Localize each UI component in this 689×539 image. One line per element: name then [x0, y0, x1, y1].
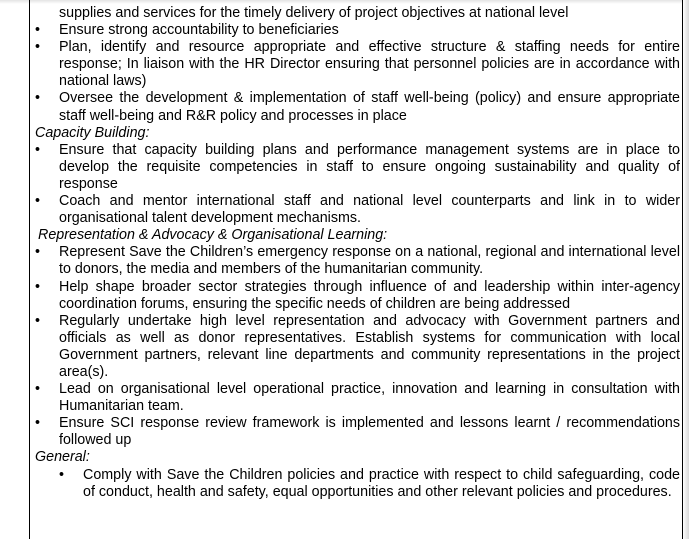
- list-item: [35, 142, 680, 193]
- list-item-text: Ensure that capacity building plans and performance management systems are in place to develop the requisite competencies in staff to ensure ongoing sustainability and quality of response: [59, 141, 680, 192]
- list-item-text: Ensure strong accountability to beneficiaries: [59, 22, 339, 39]
- bullet-icon: •: [35, 244, 41, 261]
- bullet-icon: •: [35, 22, 41, 39]
- responsibilities-content: [35, 5, 680, 501]
- table-border-left: [29, 0, 30, 539]
- continuation-text: supplies and services for the timely delivery of project objectives at national level: [59, 5, 569, 21]
- bullet-icon: •: [35, 90, 41, 107]
- list-item-text: Plan, identify and resource appropriate and effective structure & staffing needs for entire response; In liaison with the HR Director ensuring that personnel policies are in accordance with national laws): [59, 39, 680, 90]
- list-item: [35, 415, 680, 449]
- list-item-text: Lead on organisational level operational practice, innovation and learning in consultation with Humanitarian team.: [59, 381, 680, 415]
- top-shadow: [0, 0, 689, 4]
- list-item-text: Help shape broader sector strategies through influence of and leadership within inter-agency coordination forums, ensuring the specific needs of children are being addressed: [59, 278, 680, 312]
- bullet-icon: •: [35, 39, 41, 56]
- section-heading-general: General:: [35, 449, 90, 466]
- section-heading-representation: Representation & Advocacy & Organisational Learning:: [38, 227, 388, 244]
- list-item: [35, 90, 680, 124]
- bullet-icon: •: [35, 381, 41, 398]
- bullet-icon: •: [35, 415, 41, 432]
- list-item-text: Coach and mentor international staff and national level counterparts and link in to wider organisational talent development mechanisms.: [59, 193, 680, 227]
- list-item: [35, 467, 680, 501]
- bullet-icon: •: [35, 278, 41, 295]
- list-item-text: Regularly undertake high level representation and advocacy with Government partners and officials as well as donor representatives. Establish systems for communication with local Government partners, relevant line departments and community representations in the project area(s).: [59, 312, 680, 380]
- right-shadow: [683, 0, 689, 539]
- bullet-icon: •: [35, 312, 41, 329]
- list-item: [35, 39, 680, 90]
- list-item: [35, 244, 680, 278]
- list-item: [35, 279, 680, 313]
- bullet-icon: •: [59, 466, 65, 483]
- list-item-text: Ensure SCI response review framework is implemented and lessons learnt / recommendations followed up: [59, 415, 680, 449]
- bullet-icon: •: [35, 193, 41, 210]
- list-item: [35, 22, 680, 39]
- list-item-text: Oversee the development & implementation of staff well-being (policy) and ensure appropriate staff well-being and R&R policy and processes in place: [59, 90, 680, 124]
- list-item: [35, 193, 680, 227]
- list-item-text: Represent Save the Children’s emergency response on a national, regional and international level to donors, the media and members of the humanitarian community.: [59, 244, 680, 278]
- bullet-icon: •: [35, 141, 41, 158]
- list-item: [35, 313, 680, 381]
- list-item-text: Comply with Save the Children policies and practice with respect to child safeguarding, code of conduct, health and safety, equal opportunities and other relevant policies and procedures.: [83, 466, 680, 500]
- list-item: [35, 381, 680, 415]
- section-heading-capacity: Capacity Building:: [35, 124, 150, 141]
